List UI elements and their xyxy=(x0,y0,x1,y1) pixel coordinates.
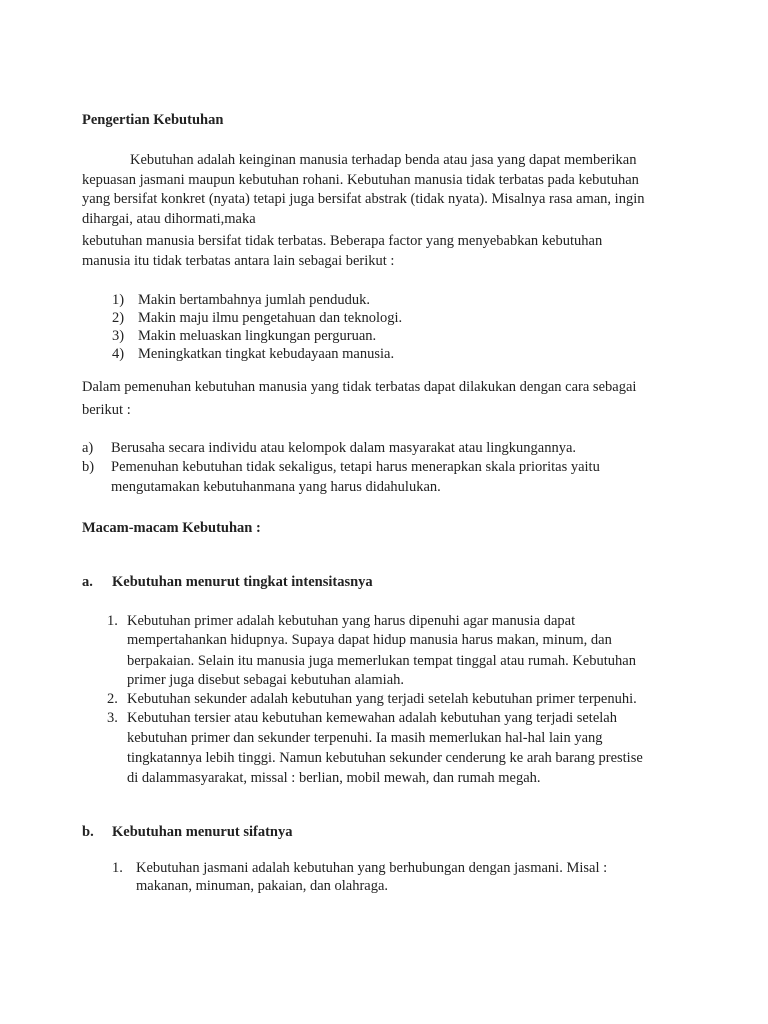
list-number: 2) xyxy=(112,310,125,326)
list-number: 3. xyxy=(107,710,118,726)
list-item: Makin bertambahnya jumlah penduduk. xyxy=(138,292,370,308)
list-item-continued: di dalammasyarakat, missal : berlian, mobil mewah, dan rumah megah. xyxy=(127,770,541,786)
intro-line: kepuasan jasmani maupun kebutuhan rohani. Kebutuhan manusia tidak terbatas pada kebutuhan xyxy=(82,172,639,188)
subsection-number: b. xyxy=(82,824,94,840)
list-number: 4) xyxy=(112,346,125,362)
list-item-continued: kebutuhan primer dan sekunder terpenuhi. Ia masih memerlukan hal-hal lain yang xyxy=(127,730,603,746)
subsection-heading: Kebutuhan menurut tingkat intensitasnya xyxy=(112,574,373,590)
intro-line: dihargai, atau dihormati,maka xyxy=(82,211,256,227)
list-number: 3) xyxy=(112,328,125,344)
list-item: Kebutuhan sekunder adalah kebutuhan yang terjadi setelah kebutuhan primer terpenuhi. xyxy=(127,691,637,707)
paragraph-line: berikut : xyxy=(82,402,131,418)
list-item: Makin maju ilmu pengetahuan dan teknologi. xyxy=(138,310,403,326)
list-item-continued: mengutamakan kebutuhanmana yang harus didahulukan. xyxy=(111,479,441,495)
paragraph-line: Dalam pemenuhan kebutuhan manusia yang tidak terbatas dapat dilakukan dengan cara sebagai xyxy=(82,379,637,395)
list-item: Meningkatkan tingkat kebudayaan manusia. xyxy=(138,346,395,362)
list-number: 1. xyxy=(112,860,123,876)
list-item-continued: mempertahankan hidupnya. Supaya dapat hidup manusia harus makan, minum, dan xyxy=(127,632,612,648)
intro-line: Kebutuhan adalah keinginan manusia terhadap benda atau jasa yang dapat memberikan xyxy=(130,152,637,168)
list-number: 1. xyxy=(107,613,118,629)
list-item-continued: tingkatannya lebih tinggi. Namun kebutuhan sekunder cenderung ke arah barang prestise xyxy=(127,750,643,766)
list-number: b) xyxy=(82,459,95,475)
list-item: Makin meluaskan lingkungan perguruan. xyxy=(138,328,377,344)
list-item: Kebutuhan tersier atau kebutuhan kemewahan adalah kebutuhan yang terjadi setelah xyxy=(127,710,617,726)
list-item-continued: primer juga disebut sebagai kebutuhan alamiah. xyxy=(127,672,405,688)
subsection-number: a. xyxy=(82,574,93,590)
list-item: Kebutuhan jasmani adalah kebutuhan yang berhubungan dengan jasmani. Misal : xyxy=(136,860,608,876)
list-item: Berusaha secara individu atau kelompok dalam masyarakat atau lingkungannya. xyxy=(111,440,577,456)
list-item: Kebutuhan primer adalah kebutuhan yang harus dipenuhi agar manusia dapat xyxy=(127,613,576,629)
page-title: Pengertian Kebutuhan xyxy=(82,112,224,128)
intro-line: yang bersifat konkret (nyata) tetapi juga bersifat abstrak (tidak nyata). Misalnya rasa aman, ingin xyxy=(82,191,645,207)
section-heading: Macam-macam Kebutuhan : xyxy=(82,520,261,536)
list-number: 2. xyxy=(107,691,118,707)
list-number: 1) xyxy=(112,292,125,308)
list-number: a) xyxy=(82,440,94,456)
intro-line: kebutuhan manusia bersifat tidak terbatas. Beberapa factor yang menyebabkan kebutuhan xyxy=(82,233,603,249)
list-item-continued: berpakaian. Selain itu manusia juga memerlukan tempat tinggal atau rumah. Kebutuhan xyxy=(127,653,636,669)
subsection-heading: Kebutuhan menurut sifatnya xyxy=(112,824,293,840)
intro-line: manusia itu tidak terbatas antara lain sebagai berikut : xyxy=(82,253,395,269)
list-item-continued: makanan, minuman, pakaian, dan olahraga. xyxy=(136,878,389,894)
list-item: Pemenuhan kebutuhan tidak sekaligus, tetapi harus menerapkan skala prioritas yaitu xyxy=(111,459,600,475)
